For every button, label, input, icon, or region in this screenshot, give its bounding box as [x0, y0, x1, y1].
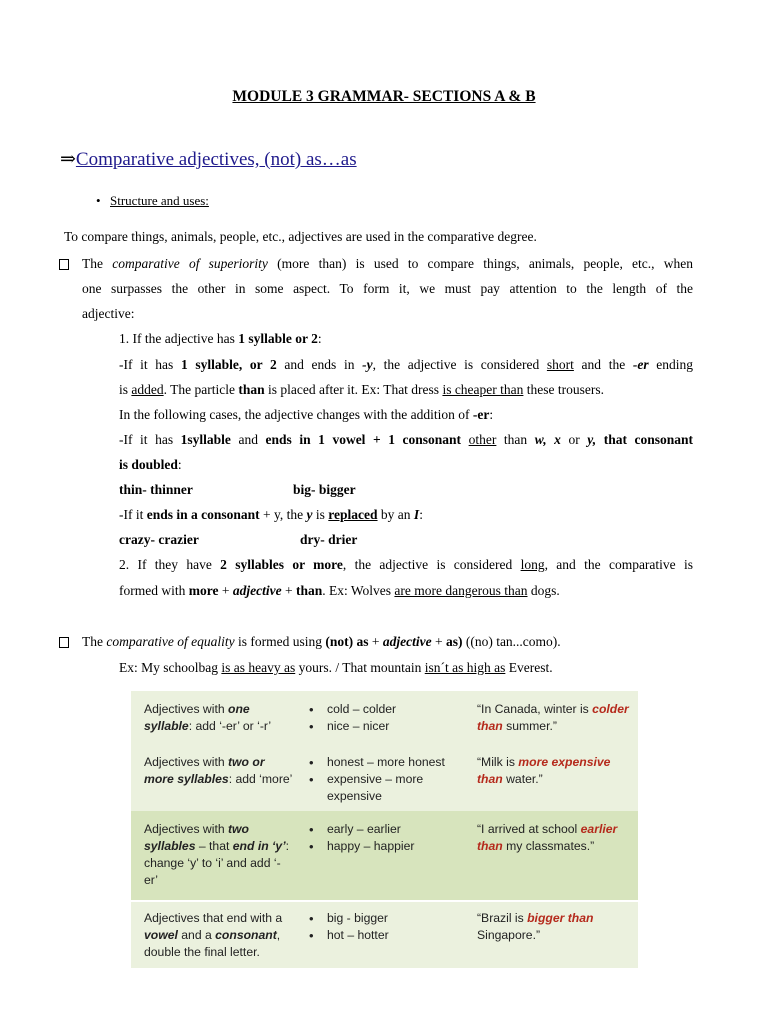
list-item: • hot – hotter — [309, 927, 449, 944]
rule-two-line-1: 2. If they have 2 syllables or more, the adjective is considered long, and the comparative is — [119, 557, 693, 572]
rule-cell: Adjectives with two syllables – that end in ‘y’: change ‘y’ to ‘i’ and add ‘-er’ — [144, 822, 289, 887]
rule-double-line-2: is doubled: — [119, 457, 182, 472]
rule-short-line-1: -If it has 1 syllable, or 2 and ends in -y, the adjective is considered short and the -er ending — [119, 357, 693, 372]
list-item: • big - bigger — [309, 910, 449, 927]
intro-paragraph: To compare things, animals, people, etc., adjectives are used in the comparative degree. — [64, 229, 537, 244]
section-heading — [60, 148, 357, 171]
equality-example: Ex: My schoolbag is as heavy as yours. / That mountain isn´t as high as Everest. — [119, 660, 553, 675]
example-dry: dry- drier — [300, 532, 358, 547]
rule-two-line-2: formed with more + adjective + than. Ex: Wolves are more dangerous than dogs. — [119, 583, 560, 598]
sentence-cell: “Milk is more expensive than water.” — [477, 755, 611, 786]
rule-double-line-1: -If it has 1syllable and ends in 1 vowel + 1 consonant other than w, x or y, that consonant — [119, 432, 694, 447]
list-item: • expensive – more expensive — [309, 771, 449, 805]
table-row — [131, 691, 638, 744]
table-row — [131, 811, 638, 900]
example-big: big- bigger — [293, 482, 356, 497]
sentence-cell: “In Canada, winter is colder than summer.” — [477, 702, 629, 733]
superiority-line-3: adjective: — [82, 306, 135, 321]
section-heading-text: Comparative adjectives, (not) as…as — [75, 149, 357, 170]
list-item: • early – earlier — [309, 821, 449, 838]
structure-bullet — [96, 193, 209, 209]
rule-one: 1. If the adjective has 1 syllable or 2: — [119, 331, 322, 346]
double-arrow-icon: ⇒ — [60, 149, 76, 170]
rule-cell: Adjectives with one syllable: add ‘-er’ or ‘-r’ — [144, 702, 272, 733]
example-thin: thin- thinner — [119, 482, 193, 497]
examples-cell — [309, 701, 449, 735]
comparative-rules-table — [131, 691, 638, 968]
rule-y-replaced: -If it ends in a consonant + y, the y is replaced by an I: — [119, 507, 423, 522]
checkbox-bullet-icon — [59, 259, 69, 270]
superiority-line-2: one surpasses the other in some aspect. To form it, we must pay attention to the length of the — [82, 281, 693, 296]
list-item: • honest – more honest — [309, 754, 449, 771]
table-row — [131, 744, 638, 811]
examples-cell — [309, 821, 449, 855]
table-row — [131, 900, 638, 968]
checkbox-bullet-icon — [59, 637, 69, 648]
list-item: • cold – colder — [309, 701, 449, 718]
following-cases-line: In the following cases, the adjective changes with the addition of -er: — [119, 407, 494, 422]
rule-cell: Adjectives with two or more syllables: add ‘more’ — [144, 755, 293, 786]
rule-short-line-2: is added. The particle than is placed after it. Ex: That dress is cheaper than these trousers. — [119, 382, 605, 397]
equality-line-1: The comparative of equality is formed using (not) as + adjective + as) ((no) tan...como). — [82, 634, 561, 649]
bullet-icon: • — [96, 193, 101, 208]
sentence-cell: “I arrived at school earlier than my classmates.” — [477, 822, 618, 853]
list-item: • nice – nicer — [309, 718, 449, 735]
list-item: • happy – happier — [309, 838, 449, 855]
rule-cell: Adjectives that end with a vowel and a consonant, double the final letter. — [144, 911, 283, 959]
document-title: MODULE 3 GRAMMAR- SECTIONS A & B — [232, 88, 536, 105]
structure-label: Structure and uses: — [110, 193, 209, 208]
example-crazy: crazy- crazier — [119, 532, 199, 547]
sentence-cell: “Brazil is bigger than Singapore.” — [477, 911, 594, 942]
examples-cell — [309, 910, 449, 944]
examples-cell — [309, 754, 449, 805]
superiority-line-1: The comparative of superiority (more than) is used to compare things, animals, people, etc., when — [82, 256, 694, 271]
